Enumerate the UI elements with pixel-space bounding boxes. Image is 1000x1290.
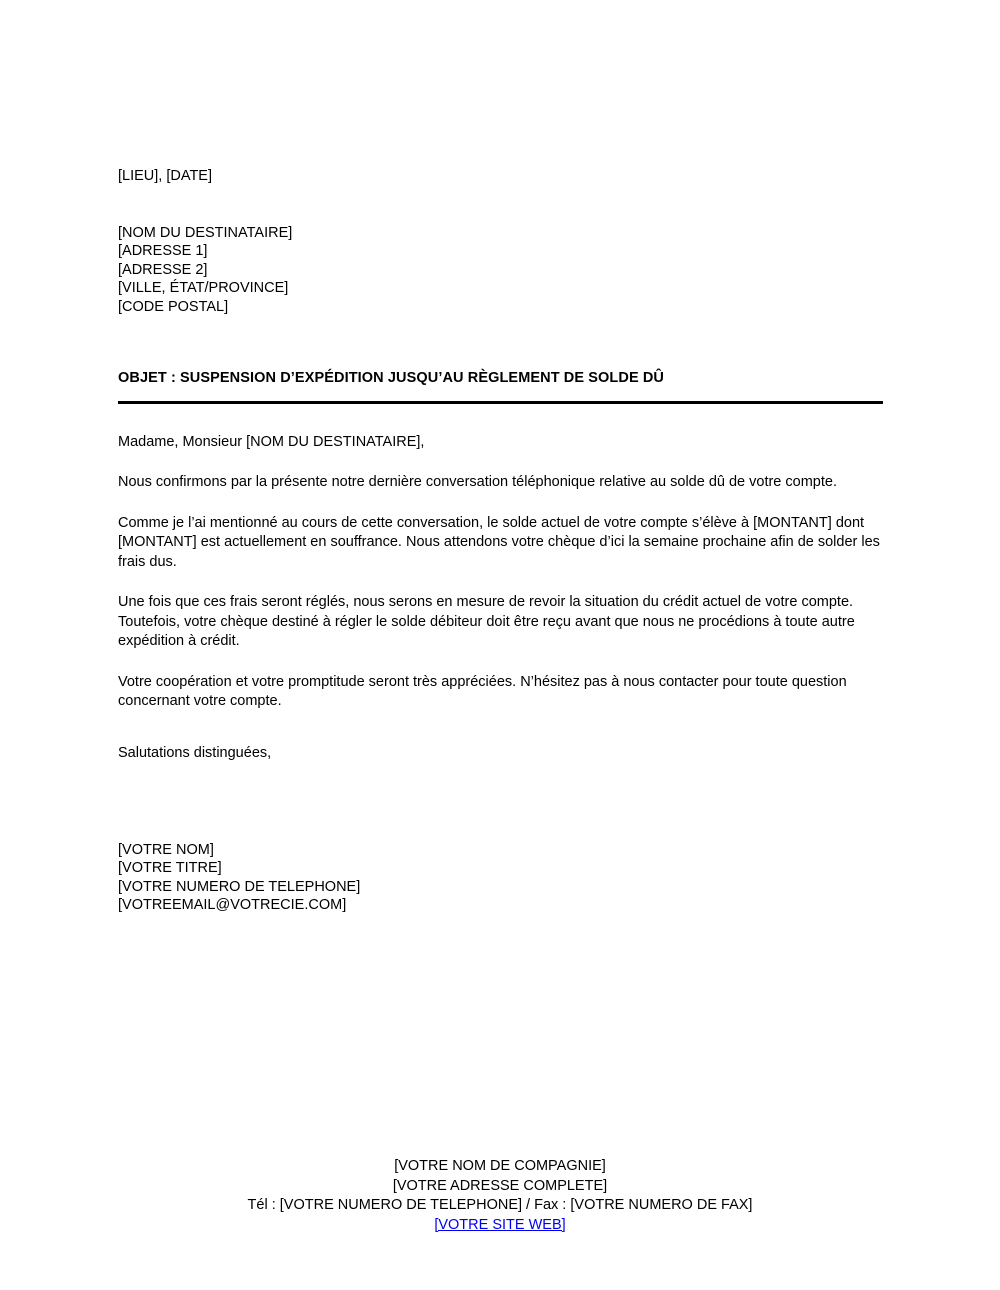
body-paragraph-4: Votre coopération et votre promptitude seront très appréciées. N’hésitez pas à nous contacter pour toute question concernant votre compte. — [118, 673, 847, 709]
recipient-address-block — [118, 224, 883, 316]
date-line: [LIEU], [DATE] — [118, 168, 213, 184]
body-paragraph-1: Nous confirmons par la présente notre dernière conversation téléphonique relative au solde dû de votre compte. — [118, 474, 837, 490]
subject-block — [118, 369, 883, 404]
footer-company-name: [VOTRE NOM DE COMPAGNIE] — [394, 1158, 606, 1174]
signature-block — [118, 841, 883, 915]
subject-title: OBJET : SUSPENSION D’EXPÉDITION JUSQU’AU RÈGLEMENT DE SOLDE DÛ — [118, 370, 664, 386]
signature-email: [VOTREEMAIL@VOTRECIE.COM] — [118, 897, 347, 914]
recipient-name: [NOM DU DESTINATAIRE] — [118, 225, 293, 241]
footer-website-link[interactable]: [VOTRE SITE WEB] — [434, 1216, 566, 1233]
footer-contact: Tél : [VOTRE NUMERO DE TELEPHONE] / Fax : [VOTRE NUMERO DE FAX] — [247, 1197, 753, 1214]
body-paragraph-3: Une fois que ces frais seront réglés, nous serons en mesure de revoir la situation du crédit actuel de votre compte. Toutefois, votre chèque destiné à régler le solde débiteur doit être reçu avant que nous ne procédions à toute autre expédition à crédit. — [118, 594, 855, 649]
footer-address: [VOTRE ADRESSE COMPLETE] — [392, 1177, 608, 1194]
signature-title: [VOTRE TITRE] — [118, 860, 222, 877]
footer-website-line — [0, 1216, 1000, 1236]
closing-salutation: Salutations distinguées, — [118, 744, 272, 761]
salutation: Madame, Monsieur [NOM DU DESTINATAIRE], — [118, 434, 425, 450]
recipient-postal-code: [CODE POSTAL] — [118, 298, 229, 315]
recipient-city-state: [VILLE, ÉTAT/PROVINCE] — [118, 280, 289, 297]
signature-name: [VOTRE NOM] — [118, 842, 214, 858]
letter-body-block — [118, 433, 883, 763]
recipient-address-2: [ADRESSE 2] — [118, 261, 208, 278]
recipient-address-1: [ADRESSE 1] — [118, 243, 208, 260]
body-paragraph-2: Comme je l’ai mentionné au cours de cette conversation, le solde actuel de votre compte s’élève à [MONTANT] dont [MONTANT] est actuellement en souffrance. Nous attendons votre chèque d’ici la semaine prochaine afin de solder les frais dus. — [118, 514, 880, 570]
signature-phone: [VOTRE NUMERO DE TELEPHONE] — [118, 878, 361, 895]
subject-divider — [118, 401, 883, 404]
page-footer — [0, 1157, 1000, 1235]
